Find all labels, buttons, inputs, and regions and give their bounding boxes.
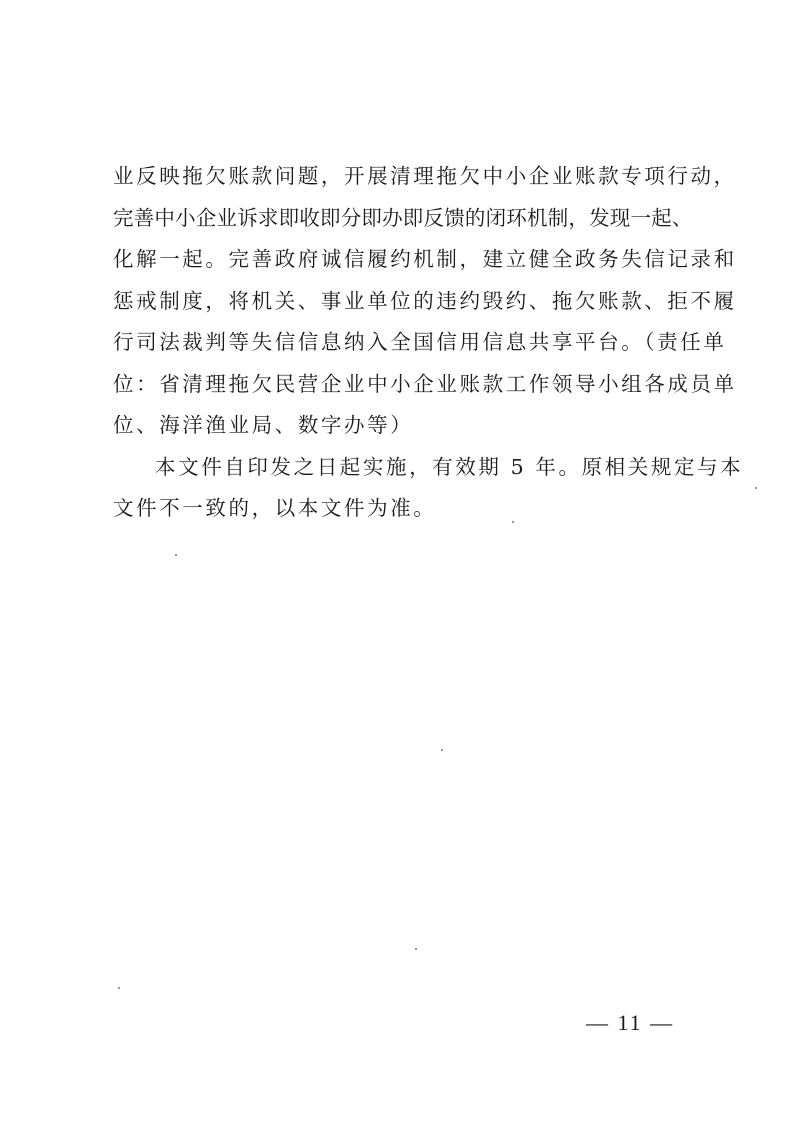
paragraph-credit-mechanism: [113, 156, 737, 447]
paragraph-effective-date: [113, 447, 744, 530]
scan-speck: [441, 749, 443, 751]
text-line: 位、海洋渔业局、数字办等）: [113, 413, 414, 437]
text-line: 位：省清理拖欠民营企业中小企业账款工作领导小组各成员单: [113, 371, 737, 396]
body-text: [113, 156, 744, 530]
scan-speck: [118, 987, 120, 989]
scan-speck: [415, 948, 417, 950]
scan-speck: [755, 487, 757, 489]
scan-speck: [175, 554, 177, 556]
text-line: 化解一起。完善政府诚信履约机制，建立健全政务失信记录和: [113, 247, 737, 271]
text-line: 业反映拖欠账款问题，开展清理拖欠中小企业账款专项行动，: [113, 164, 737, 188]
text-line: 惩戒制度，将机关、事业单位的违约毁约、拖欠账款、拒不履: [113, 288, 737, 313]
text-line: 本文件自印发之日起实施，有效期 5 年。原相关规定与本: [155, 454, 744, 479]
page-number: — 11 —: [586, 1010, 675, 1035]
text-line: 文件不一致的，以本文件为准。: [113, 496, 437, 520]
text-line: 行司法裁判等失信信息纳入全国信用信息共享平台。（责任单: [113, 330, 727, 354]
scan-speck: [512, 521, 514, 523]
text-line: 完善中小企业诉求即收即分即办即反馈的闭环机制，发现一起、: [113, 205, 693, 230]
